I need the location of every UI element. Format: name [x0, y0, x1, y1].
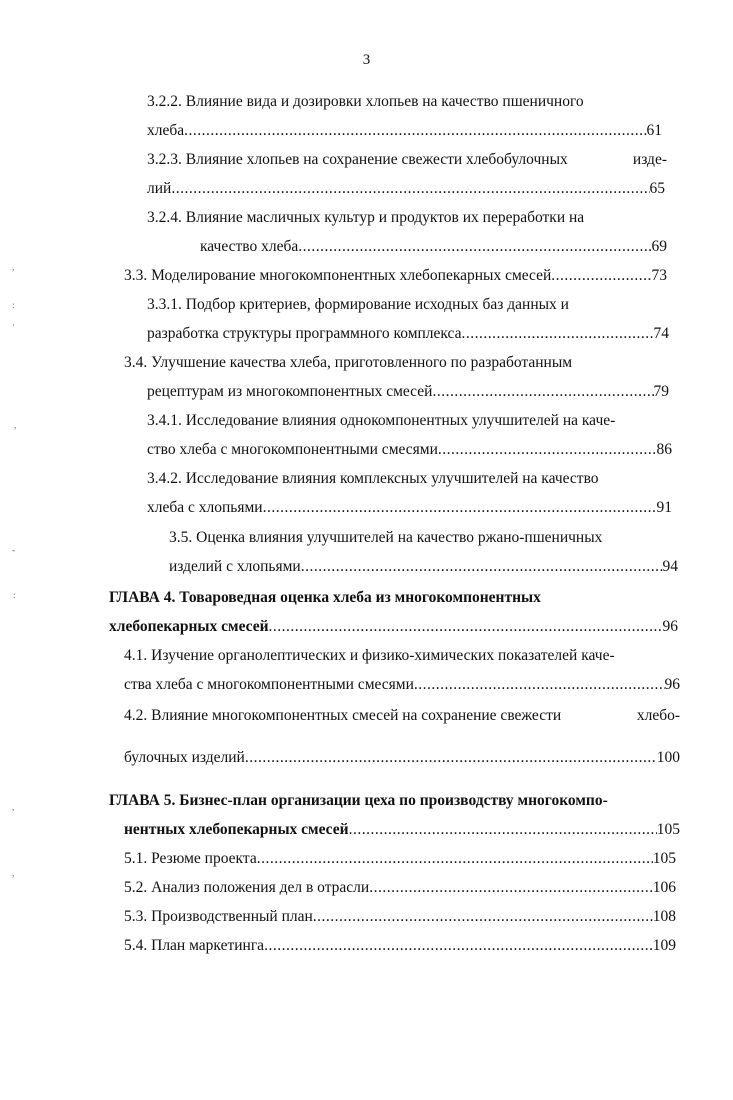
leader-dots — [301, 557, 663, 577]
toc-entry[interactable]: качество хлеба ..... 69 — [200, 237, 667, 257]
page-ref: 108 — [652, 908, 676, 925]
page-ref: 74 — [653, 325, 669, 342]
leader-dots — [349, 820, 657, 840]
page-ref: 61 — [646, 122, 662, 139]
page-ref: 86 — [656, 441, 672, 458]
page-ref: 69 — [651, 238, 667, 255]
toc-line: 3.4. Улучшение качества хлеба, приготовленного по разработанным — [124, 354, 573, 371]
leader-dots — [432, 382, 653, 402]
toc-entry[interactable]: хлеба с хлопьями ..... 91 — [147, 498, 672, 518]
leader-dots — [551, 266, 651, 286]
toc-entry[interactable]: 5.2. Анализ положения дел в отрасли ..... 106 — [124, 878, 676, 898]
toc-line: 3.3.1. Подбор критериев, формирование исходных баз данных и — [147, 296, 569, 313]
leader-dots — [263, 498, 657, 518]
leader-dots — [171, 179, 649, 199]
page-ref: 105 — [656, 821, 680, 838]
toc-entry[interactable]: ства хлеба с многокомпонентными смесями ..... 96 — [124, 675, 680, 695]
page-ref: 73 — [651, 267, 667, 284]
page-ref: 79 — [653, 383, 669, 400]
page-ref: 96 — [662, 618, 678, 635]
toc-entry[interactable]: нентных хлебопекарных смесей ..... 105 — [124, 820, 680, 840]
leader-dots — [264, 936, 653, 956]
toc-entry[interactable]: булочных изделий ..... 100 — [124, 748, 680, 768]
toc-line: 4.2. Влияние многокомпонентных смесей на сохранение свежести хлебо- — [124, 707, 680, 724]
toc-line: 3.4.1. Исследование влияния однокомпонентных улучшителей на каче- — [147, 412, 616, 429]
toc-entry[interactable]: изделий с хлопьями ..... 94 — [169, 557, 678, 577]
toc-entry[interactable]: 5.1. Резюме проекта ..... 105 — [124, 849, 676, 869]
toc-entry[interactable]: хлебопекарных смесей ..... 96 — [109, 617, 678, 637]
leader-dots — [462, 324, 654, 344]
page-ref: 65 — [649, 180, 665, 197]
chapter-heading: ГЛАВА 4. Товароведная оценка хлеба из многокомпонентных — [109, 589, 541, 606]
page-ref: 106 — [652, 879, 676, 896]
page-ref: 94 — [662, 558, 678, 575]
leader-dots — [369, 878, 653, 898]
leader-dots — [313, 907, 653, 927]
toc-entry[interactable]: 3.3. Моделирование многокомпонентных хлебопекарных смесей ..... 73 — [124, 266, 667, 286]
leader-dots — [245, 748, 657, 768]
page-ref: 105 — [652, 850, 676, 867]
leader-dots — [269, 617, 663, 637]
toc-entry[interactable]: рецептурам из многокомпонентных смесей ..... 79 — [147, 382, 669, 402]
toc-entry[interactable]: хлеба ..... 61 — [147, 121, 662, 141]
page-number: 3 — [362, 52, 371, 68]
toc-entry[interactable]: лий ..... 65 — [147, 179, 665, 199]
page-ref: 100 — [656, 749, 680, 766]
chapter-heading: ГЛАВА 5. Бизнес-план организации цеха по производству многокомпо- — [109, 792, 608, 809]
toc-entry[interactable]: разработка структуры программного комплекса ..... 74 — [147, 324, 669, 344]
toc-line: 3.2.4. Влияние масличных культур и продуктов их переработки на — [147, 209, 585, 226]
toc-line: 3.2.3. Влияние хлопьев на сохранение свежести хлебобулочных изде- — [147, 151, 667, 168]
toc-entry[interactable]: 5.4. План маркетинга ..... 109 — [124, 936, 676, 956]
toc-line: 3.4.2. Исследование влияния комплексных улучшителей на качество — [147, 470, 599, 487]
toc-line: 3.2.2. Влияние вида и дозировки хлопьев на качество пшеничного — [147, 93, 584, 110]
leader-dots — [257, 849, 653, 869]
toc-entry[interactable]: 5.3. Производственный план ..... 108 — [124, 907, 676, 927]
leader-dots — [414, 675, 665, 695]
toc-line: 3.5. Оценка влияния улучшителей на качество ржано-пшеничных — [169, 529, 603, 546]
page-ref: 96 — [664, 676, 680, 693]
leader-dots — [184, 121, 646, 141]
page-ref: 91 — [656, 499, 672, 516]
page-ref: 109 — [652, 937, 676, 954]
toc-line: 4.1. Изучение органолептических и физико-химических показателей каче- — [124, 647, 615, 664]
leader-dots — [298, 237, 651, 257]
toc-entry[interactable]: ство хлеба с многокомпонентными смесями ..... 86 — [147, 440, 672, 460]
leader-dots — [438, 440, 657, 460]
